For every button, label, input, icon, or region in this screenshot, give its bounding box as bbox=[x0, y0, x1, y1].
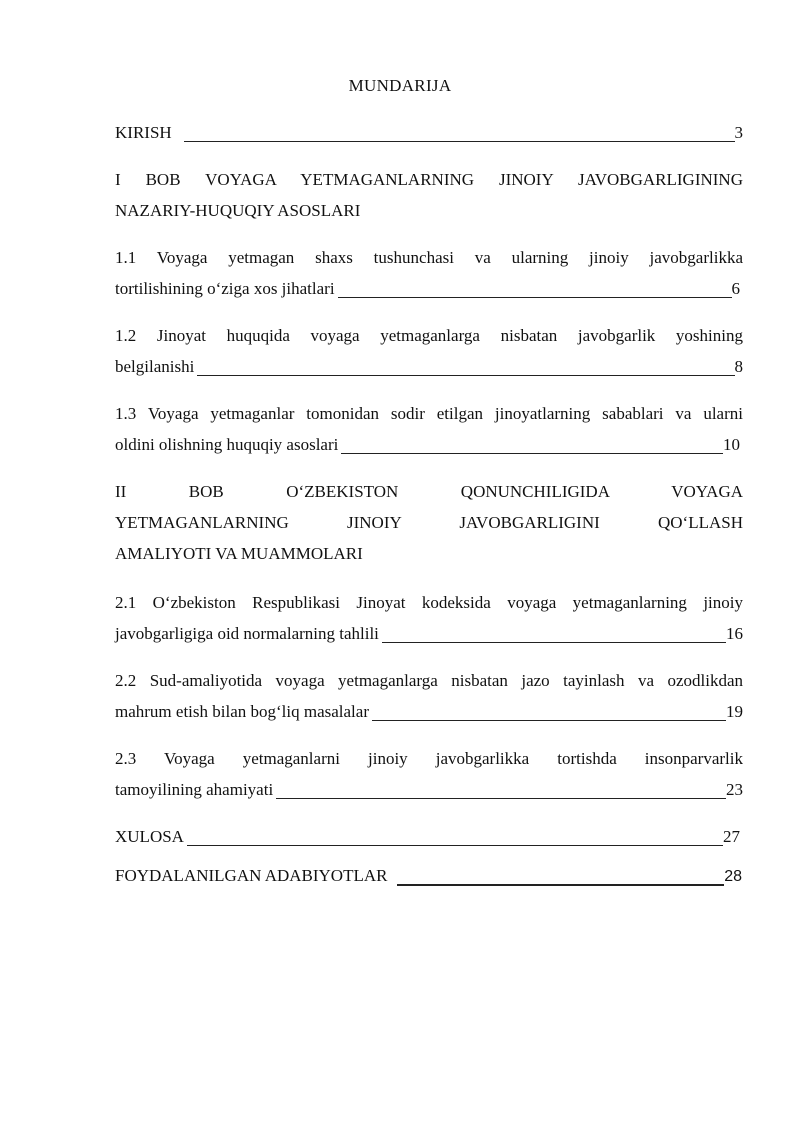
toc-chapter-1[interactable] bbox=[115, 164, 743, 226]
toc-chapter-2[interactable] bbox=[115, 476, 743, 569]
toc-line bbox=[115, 860, 742, 892]
toc-entry-label: tortilishining o‘ziga xos jihatlari bbox=[115, 279, 335, 298]
toc-line bbox=[115, 696, 743, 727]
toc-entry-label: 2.2 Sud-amaliyotida voyaga yetmaganlarga nisbatan jazo tayinlash va ozodlikdan bbox=[115, 671, 743, 690]
toc-entry-label: KIRISH bbox=[115, 123, 172, 142]
toc-entry-label: 1.3 Voyaga yetmaganlar tomonidan sodir etilgan jinoyatlarning sabablari va ularni bbox=[115, 404, 743, 423]
toc-line bbox=[115, 774, 743, 805]
toc-page-number: 23 bbox=[726, 780, 743, 799]
page-title: MUNDARIJA bbox=[348, 76, 452, 95]
toc-line bbox=[115, 351, 743, 382]
toc-entry-1-1[interactable] bbox=[115, 242, 743, 304]
toc-entry-2-2[interactable] bbox=[115, 665, 743, 727]
toc-entry-label: XULOSA bbox=[115, 827, 184, 846]
toc-entry-label: 1.1 Voyaga yetmagan shaxs tushunchasi va ularning jinoiy javobgarlikka bbox=[115, 248, 743, 267]
toc-entry-adabiyotlar[interactable] bbox=[115, 860, 743, 892]
toc-entry-1-3[interactable] bbox=[115, 398, 743, 460]
toc-entry-2-3[interactable] bbox=[115, 743, 743, 805]
toc-page-number: 8 bbox=[734, 357, 743, 376]
toc-line bbox=[115, 618, 743, 649]
toc-chapter-heading-line: YETMAGANLARNING JINOIY JAVOBGARLIGINI QO‘LLASH bbox=[115, 513, 743, 532]
leader-line bbox=[187, 845, 723, 846]
toc-entry-label: belgilanishi bbox=[115, 357, 195, 376]
toc-entry-kirish[interactable] bbox=[115, 117, 743, 148]
toc-page-number: 16 bbox=[726, 624, 743, 643]
toc-line bbox=[115, 429, 740, 460]
toc-entry-label: FOYDALANILGAN ADABIYOTLAR bbox=[115, 866, 388, 885]
leader-line bbox=[338, 297, 732, 298]
toc-page-number: 28 bbox=[724, 868, 742, 885]
leader-line bbox=[197, 375, 734, 376]
toc-line bbox=[115, 821, 740, 852]
toc-entry-label: 1.2 Jinoyat huquqida voyaga yetmaganlarga nisbatan javobgarlik yoshining bbox=[115, 326, 743, 345]
leader-line bbox=[341, 453, 723, 454]
leader-line bbox=[372, 720, 726, 721]
toc-line bbox=[115, 273, 740, 304]
toc-entry-label: mahrum etish bilan bog‘liq masalalar bbox=[115, 702, 369, 721]
toc-page-number: 27 bbox=[723, 827, 740, 846]
toc-entry-2-1[interactable] bbox=[115, 587, 743, 649]
leader-line bbox=[397, 884, 724, 886]
toc-entry-label: 2.1 O‘zbekiston Respublikasi Jinoyat kodeksida voyaga yetmaganlarning jinoiy bbox=[115, 593, 743, 612]
toc-chapter-heading-line: AMALIYOTI VA MUAMMOLARI bbox=[115, 544, 363, 563]
leader-line bbox=[382, 642, 726, 643]
toc-entry-1-2[interactable] bbox=[115, 320, 743, 382]
toc-entry-label: 2.3 Voyaga yetmaganlarni jinoiy javobgarlikka tortishda insonparvarlik bbox=[115, 749, 743, 768]
toc-chapter-heading-line: I BOB VOYAGA YETMAGANLARNING JINOIY JAVOBGARLIGINING bbox=[115, 170, 743, 189]
toc-chapter-heading-line: II BOB O‘ZBEKISTON QONUNCHILIGIDA VOYAGA bbox=[115, 482, 743, 501]
toc-page-number: 10 bbox=[723, 435, 740, 454]
toc-chapter-heading-line: NAZARIY-HUQUQIY ASOSLARI bbox=[115, 201, 361, 220]
toc-page-number: 3 bbox=[734, 123, 743, 142]
leader-line bbox=[276, 798, 726, 799]
toc-line bbox=[115, 117, 743, 148]
toc-page-number: 19 bbox=[726, 702, 743, 721]
toc-entry-xulosa[interactable] bbox=[115, 821, 743, 852]
toc-entry-label: oldini olishning huquqiy asoslari bbox=[115, 435, 339, 454]
leader-line bbox=[184, 141, 735, 142]
toc-entry-label: tamoyilining ahamiyati bbox=[115, 780, 274, 799]
toc-page-number: 6 bbox=[731, 279, 740, 298]
toc-entry-label: javobgarligiga oid normalarning tahlili bbox=[115, 624, 379, 643]
